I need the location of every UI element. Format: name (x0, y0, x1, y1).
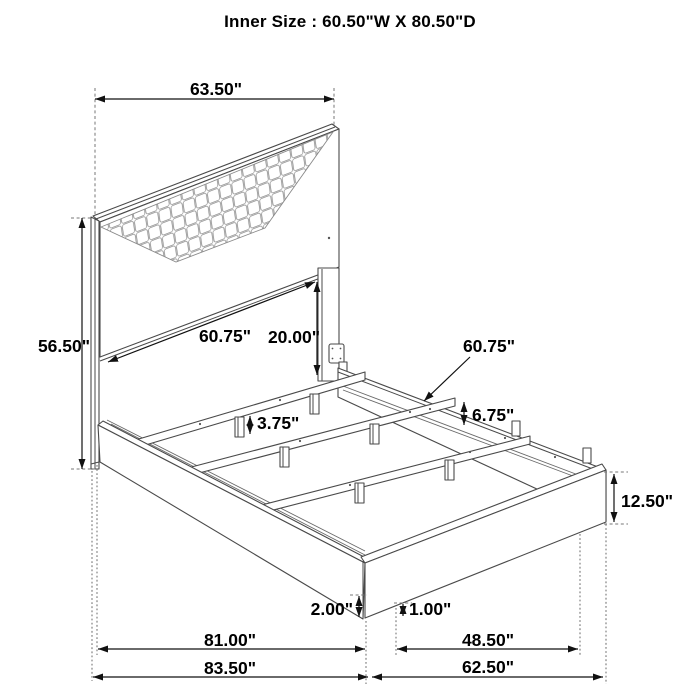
diagram-title: Inner Size : 60.50"W X 80.50"D (224, 12, 476, 31)
dim-label-headboard-height: 56.50" (37, 336, 91, 356)
dim-rail-to-slat-drop (464, 402, 514, 425)
dim-headboard-height (38, 218, 95, 469)
dim-floor-clearance (311, 595, 367, 619)
rail-bracket (329, 344, 344, 363)
dim-overall-depth (93, 658, 368, 678)
dim-label-overall-width: 62.50" (461, 657, 515, 677)
dim-label-rail-to-slat-drop: 6.75" (472, 405, 515, 425)
dim-label-footboard-height: 12.50" (621, 491, 674, 511)
dim-label-slat-leg-height: 3.75" (257, 413, 300, 433)
dim-label-headboard-width: 63.50" (189, 79, 243, 99)
dim-slat-leg-height (250, 413, 299, 434)
dim-label-footboard-inner-width: 48.50" (461, 630, 515, 650)
dim-label-panel-height: 20.00" (267, 327, 321, 347)
dim-inner-rail-length (98, 630, 365, 650)
dim-label-rail-bottom-offset: 1.00" (409, 599, 452, 619)
dim-label-inner-rail-length: 81.00" (203, 630, 257, 650)
dim-footboard-height (604, 472, 673, 524)
dim-label-overall-depth: 83.50" (203, 658, 257, 678)
bed-base (98, 368, 606, 619)
dim-label-headboard-inner-width: 60.75" (198, 326, 252, 346)
left-side-rail (98, 425, 365, 619)
headboard-right-post (318, 268, 339, 381)
dim-label-floor-clearance: 2.00" (310, 599, 353, 619)
dim-overall-width (372, 657, 603, 677)
dim-slat-length (424, 336, 515, 401)
dim-footboard-inner-width (397, 630, 578, 650)
dim-panel-height (268, 282, 320, 375)
dim-label-slat-length: 60.75" (462, 336, 516, 356)
